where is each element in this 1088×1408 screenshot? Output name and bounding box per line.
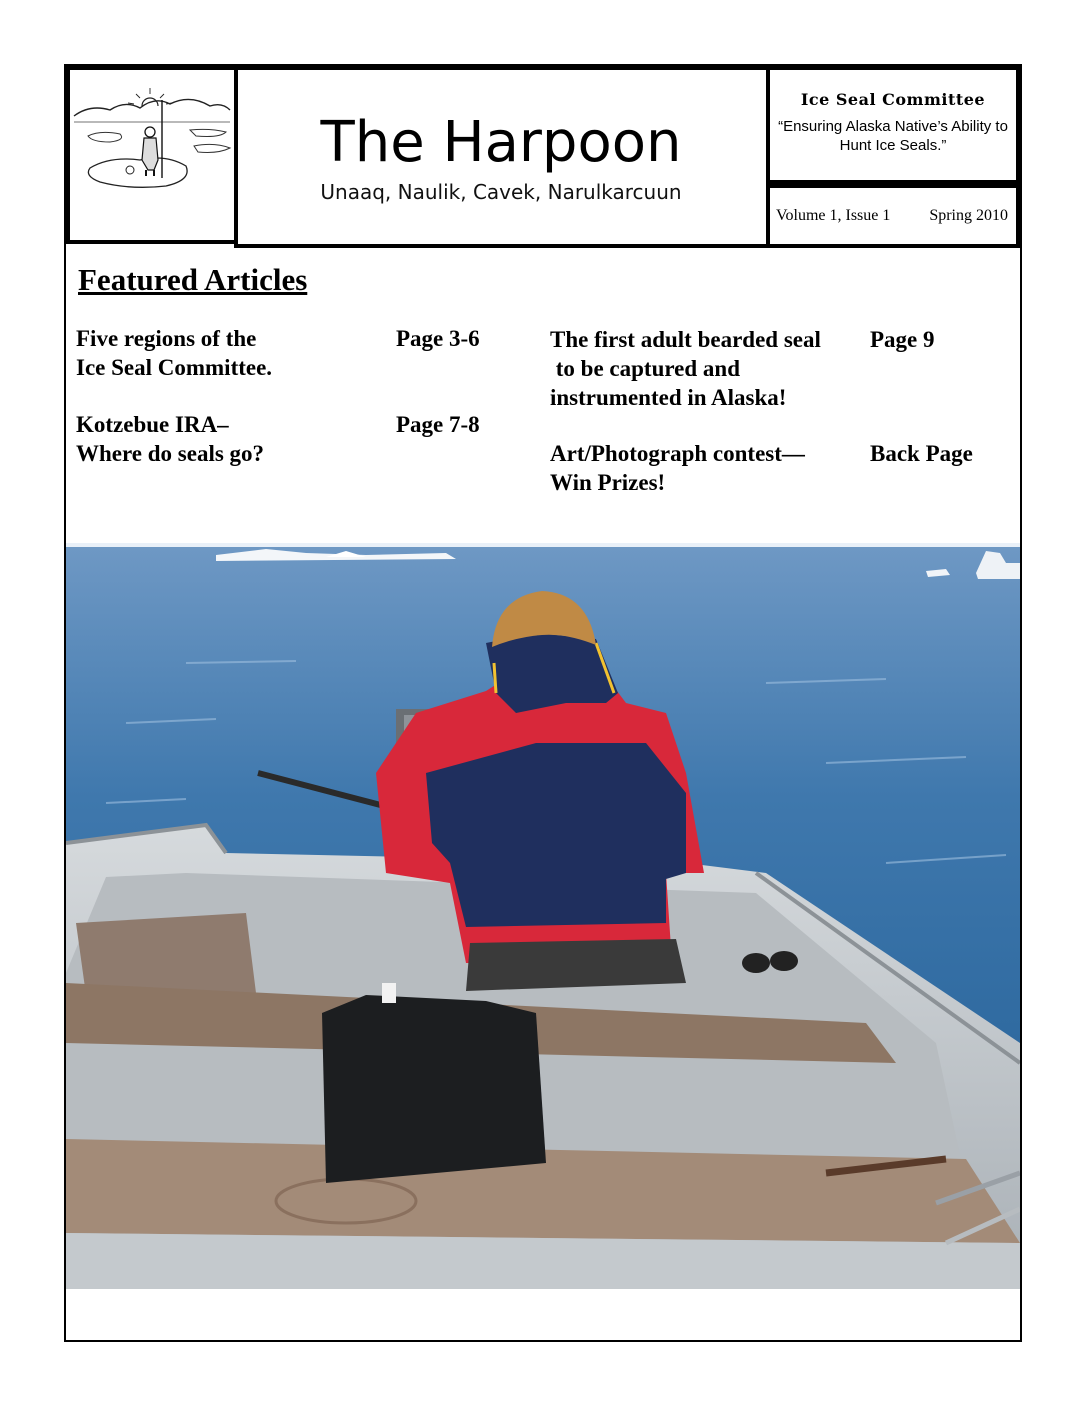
article-page: Page 9	[870, 327, 935, 352]
article-title	[76, 324, 272, 382]
article-title-line: instrumented in Alaska!	[550, 385, 787, 410]
issue-season: Spring 2010	[929, 207, 1008, 224]
article-title-line: Five regions of the	[76, 326, 257, 351]
article-page: Page 7-8	[396, 412, 480, 437]
newsletter-subtitle: Unaaq, Naulik, Cavek, Narulkarcuun	[320, 180, 682, 204]
article-page: Page 3-6	[396, 326, 480, 351]
featured-articles-heading: Featured Articles	[78, 262, 308, 297]
newsletter-page	[64, 64, 1022, 1342]
committee-motto: “Ensuring Alaska Native’s Ability to Hunt Ice Seals.”	[778, 118, 1008, 154]
article-title-line: Ice Seal Committee.	[76, 355, 273, 380]
hunter-in-boat-photo	[66, 543, 1020, 1289]
featured-article	[550, 325, 990, 415]
committee-name: Ice Seal Committee	[800, 90, 986, 109]
volume-issue: Volume 1, Issue 1	[776, 207, 891, 224]
masthead	[66, 66, 1020, 248]
article-title-line: The first adult bearded seal	[550, 327, 821, 352]
article-title	[550, 325, 821, 412]
article-title-line: Where do seals go?	[76, 441, 265, 466]
committee-box	[766, 66, 1020, 184]
issue-box	[766, 184, 1020, 248]
hunter-on-ice-logo	[70, 70, 234, 240]
article-title-line: Win Prizes!	[550, 470, 666, 495]
featured-article	[76, 324, 496, 384]
newsletter-title: The Harpoon	[320, 110, 682, 175]
article-title	[76, 410, 264, 468]
cover-photo	[66, 543, 1020, 1289]
article-title	[550, 439, 805, 497]
article-page: Back Page	[870, 441, 973, 466]
featured-article	[550, 439, 990, 499]
logo-box	[66, 66, 238, 244]
article-title-line: Art/Photograph contest—	[550, 441, 805, 466]
article-title-line: to be captured and	[550, 356, 740, 381]
article-title-line: Kotzebue IRA–	[76, 412, 229, 437]
title-box	[234, 66, 768, 248]
featured-article	[76, 410, 496, 470]
